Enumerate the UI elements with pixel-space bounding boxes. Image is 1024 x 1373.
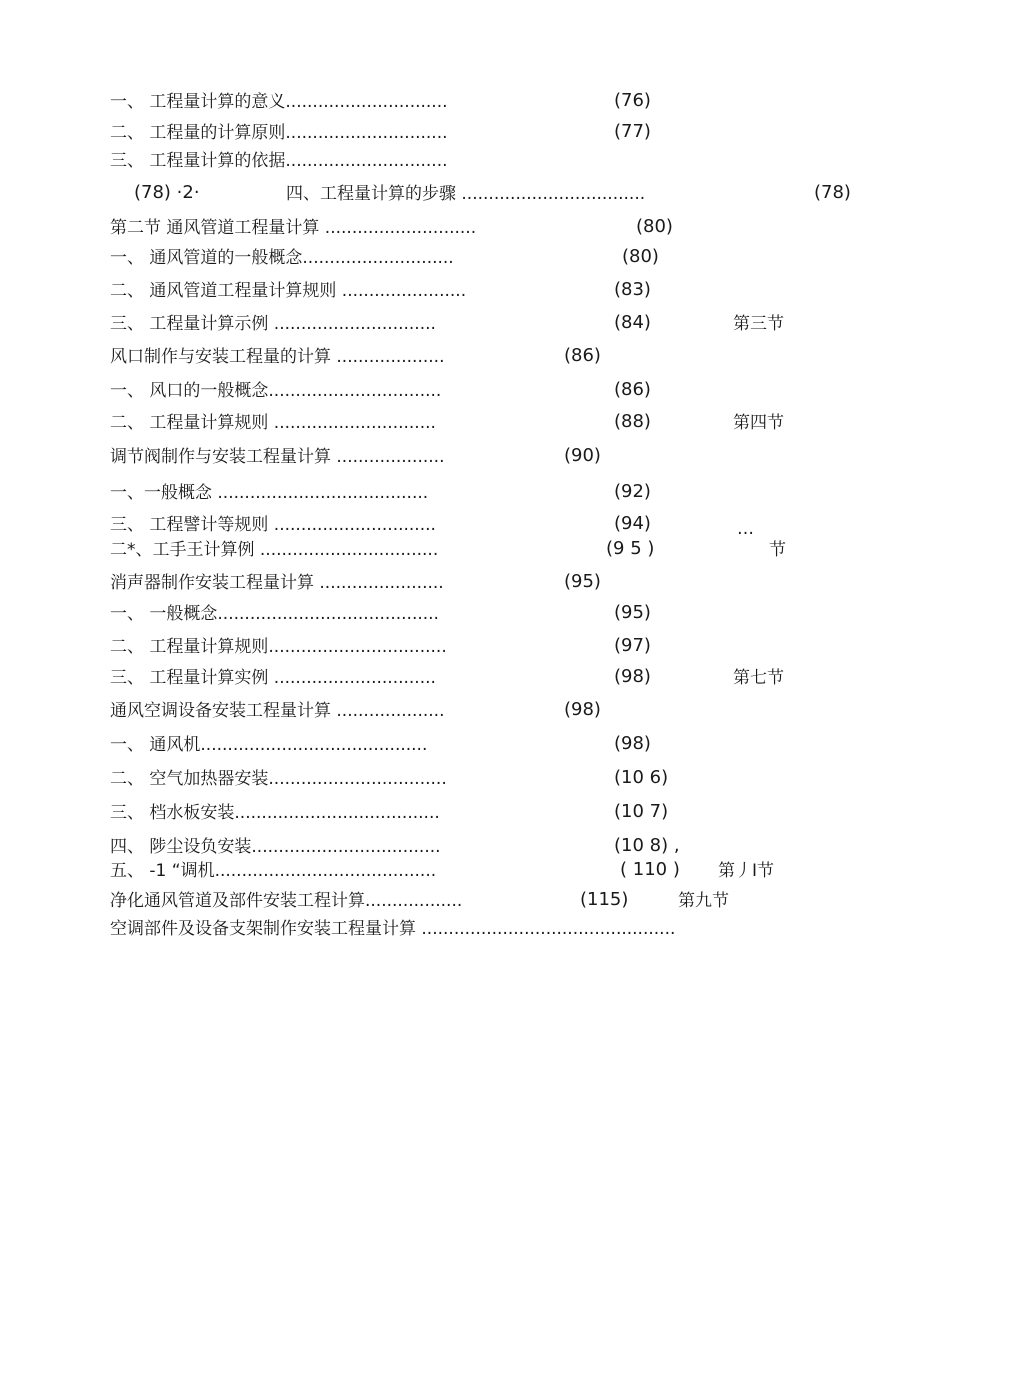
toc-entry: 四、工程量计算的步骤 .................................. — [286, 184, 646, 204]
section-label: 节 — [769, 540, 786, 560]
toc-entry: 二、 空气加热器安装................................. — [110, 769, 447, 789]
page-number: (92) — [614, 481, 651, 502]
page-number: (10 7) — [614, 801, 669, 822]
page-number: (90) — [564, 445, 601, 466]
page-number: (76) — [614, 90, 651, 111]
section-label: 第七节 — [733, 668, 784, 688]
section-label: … — [737, 519, 754, 539]
toc-section-heading: 空调部件及设备支架制作安装工程量计算 ............................................... — [110, 919, 676, 939]
toc-entry: 一、 通风管道的一般概念............................ — [110, 248, 454, 268]
toc-entry: 一、 通风机.......................................... — [110, 735, 428, 755]
toc-entry: 一、 工程量计算的意义.............................. — [110, 92, 448, 112]
toc-entry: 四、 陟尘设负安装................................... — [110, 837, 441, 857]
page-number: (115) — [580, 889, 629, 910]
page-number: (84) — [614, 312, 651, 333]
page-number: (98) — [614, 666, 651, 687]
toc-entry: 一、 一般概念......................................... — [110, 604, 439, 624]
page-number: (86) — [564, 345, 601, 366]
toc-entry: 三、 工程量计算示例 .............................. — [110, 314, 436, 334]
page-number: (77) — [614, 121, 651, 142]
toc-entry: 二、 工程量计算规则 .............................. — [110, 413, 436, 433]
page-number: (10 6) — [614, 767, 669, 788]
section-label: 第四节 — [733, 413, 784, 433]
page-number: ( 110 ) — [620, 859, 680, 880]
toc-entry: 三、 档水板安装...................................... — [110, 803, 440, 823]
page-number: (78) ·2· — [134, 182, 200, 203]
toc-entry: 三、 工程量计算的依据.............................. — [110, 151, 448, 171]
toc-entry: 三、 工程譬计等规则 .............................. — [110, 515, 436, 535]
page-number: (94) — [614, 513, 651, 534]
toc-section-heading: 调节阀制作与安装工程量计算 .................... — [110, 447, 445, 467]
toc-entry: 二*、工手王计算例 ................................. — [110, 540, 439, 560]
page-number: (78) — [814, 182, 851, 203]
toc-section-heading: 净化通风管道及部件安装工程计算.................. — [110, 891, 463, 911]
section-label: 第九节 — [678, 891, 729, 911]
toc-entry: 五、 -1 “调机......................................... — [110, 861, 437, 881]
page-number: (98) — [564, 699, 601, 720]
page-number: (88) — [614, 411, 651, 432]
toc-entry: 一、 风口的一般概念................................ — [110, 381, 442, 401]
page-number: (83) — [614, 279, 651, 300]
page-number: (9 5 ) — [606, 538, 655, 559]
page-number: (97) — [614, 635, 651, 656]
toc-entry: 一、一般概念 ....................................... — [110, 483, 429, 503]
toc-section-heading: 第二节 通风管道工程量计算 ............................ — [110, 218, 477, 238]
toc-section-heading: 通风空调设备安装工程量计算 .................... — [110, 701, 445, 721]
section-label: 第丿I节 — [718, 861, 775, 881]
page-number: (95) — [614, 602, 651, 623]
toc-entry: 二、 工程量计算规则................................. — [110, 637, 447, 657]
toc-section-heading: 消声器制作安装工程量计算 ....................... — [110, 573, 444, 593]
toc-entry: 二、 通风管道工程量计算规则 ....................... — [110, 281, 467, 301]
page-number: (98) — [614, 733, 651, 754]
section-label: 第三节 — [733, 314, 784, 334]
toc-entry: 二、 工程量的计算原则.............................. — [110, 123, 448, 143]
page-number: (95) — [564, 571, 601, 592]
page-number: (86) — [614, 379, 651, 400]
page-number: (10 8) , — [614, 835, 680, 856]
page-number: (80) — [622, 246, 659, 267]
toc-section-heading: 风口制作与安装工程量的计算 .................... — [110, 347, 445, 367]
page-number: (80) — [636, 216, 673, 237]
toc-entry: 三、 工程量计算实例 .............................. — [110, 668, 436, 688]
